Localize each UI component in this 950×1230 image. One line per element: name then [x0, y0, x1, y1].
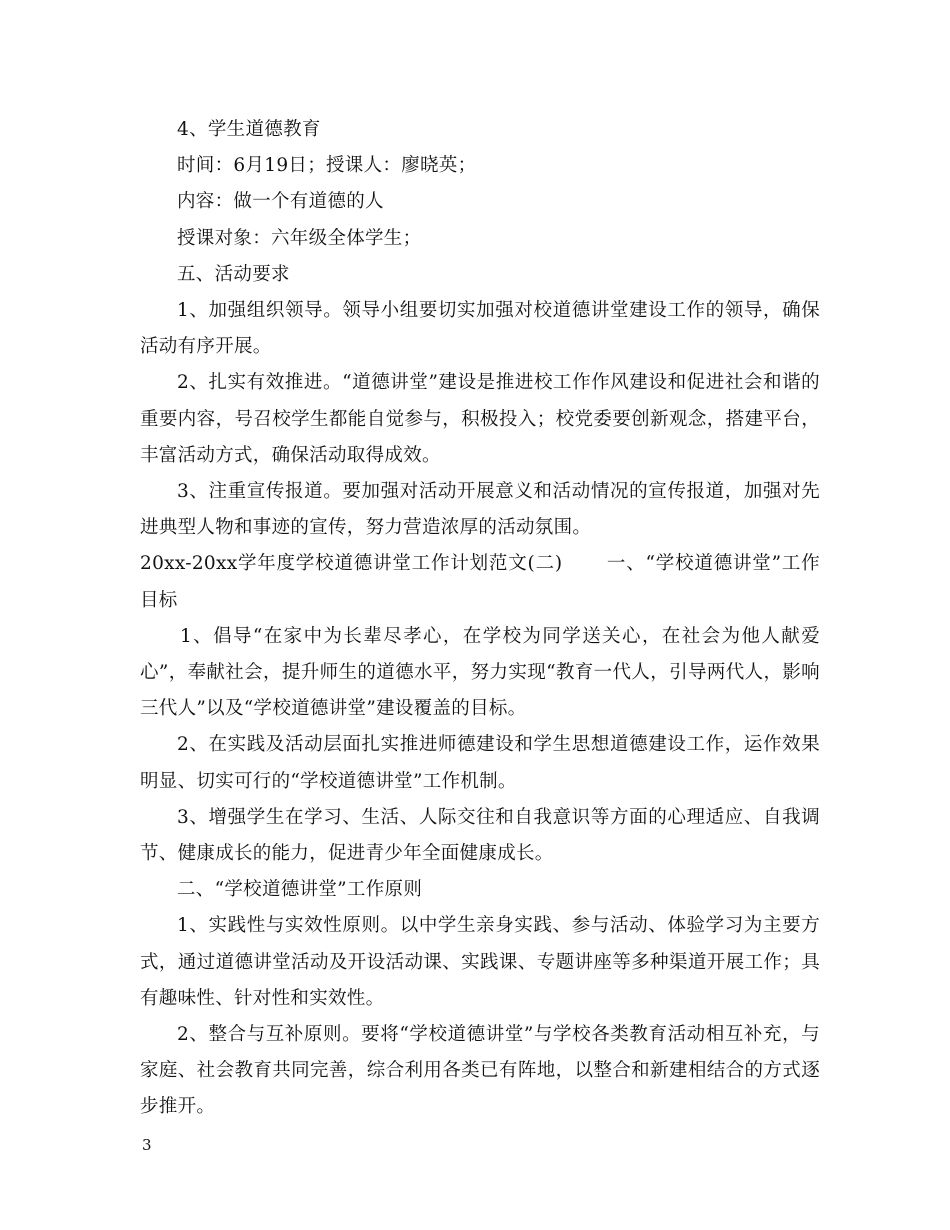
goal-paragraph-2: 2、在实践及活动层面扎实推进师德建设和学生思想道德建设工作，运作效果明显、切实可行的“学校道德讲堂”工作机制。 [140, 734, 820, 792]
requirement-paragraph-3: 3、注重宣传报道。要加强对活动开展意义和活动情况的宣传报道，加强对先进典型人物和事迹的宣传，努力营造浓厚的活动氛围。 [140, 481, 820, 539]
time-and-lecturer-line: 时间：6月19日；授课人：廖晓英； [177, 155, 477, 177]
plan-title: 20xx-20xx学年度学校道德讲堂工作计划范文(二) [140, 553, 563, 575]
principle-paragraph-2: 2、整合与互补原则。要将“学校道德讲堂”与学校各类教育活动相互补充，与家庭、社会教育共同完善，综合利用各类已有阵地，以整合和新建相结合的方式逐步推开。 [140, 1024, 820, 1118]
section-heading-work-principles: 二、“学校道德讲堂”工作原则 [177, 879, 423, 901]
page-number: 3 [142, 1136, 152, 1154]
heading-student-moral-education: 4、学生道德教育 [177, 119, 321, 140]
plan-title-line [140, 546, 820, 618]
requirement-paragraph-1: 1、加强组织领导。领导小组要切实加强对校道德讲堂建设工作的领导，确保活动有序开展。 [140, 300, 820, 358]
section-heading-activity-requirements: 五、活动要求 [177, 263, 290, 285]
section-heading-work-goals: 一、“学校道德讲堂”工作目标 [140, 553, 820, 611]
goal-paragraph-1: 1、倡导“在家中为长辈尽孝心，在学校为同学送关心，在社会为他人献爱心”，奉献社会，提升师生的道德水平，努力实现“教育一代人，引导两代人，影响三代人”以及“学校道德讲堂”建设覆盖的目标。 [140, 625, 820, 720]
content-line: 内容：做一个有道德的人 [177, 191, 384, 213]
requirement-paragraph-2: 2、扎实有效推进。“道德讲堂”建设是推进校工作作风建设和促进社会和谐的重要内容，号召校学生都能自觉参与，积极投入；校党委要创新观念，搭建平台，丰富活动方式，确保活动取得成效。 [140, 372, 820, 466]
goal-paragraph-3: 3、增强学生在学习、生活、人际交往和自我意识等方面的心理适应、自我调节、健康成长的能力，促进青少年全面健康成长。 [140, 806, 820, 865]
document-body [140, 112, 820, 1126]
principle-paragraph-1: 1、实践性与实效性原则。以中学生亲身实践、参与活动、体验学习为主要方式，通过道德讲堂活动及开设活动课、实践课、专题讲座等多种渠道开展工作；具有趣味性、针对性和实效性。 [140, 915, 820, 1009]
audience-line: 授课对象：六年级全体学生； [177, 227, 422, 249]
